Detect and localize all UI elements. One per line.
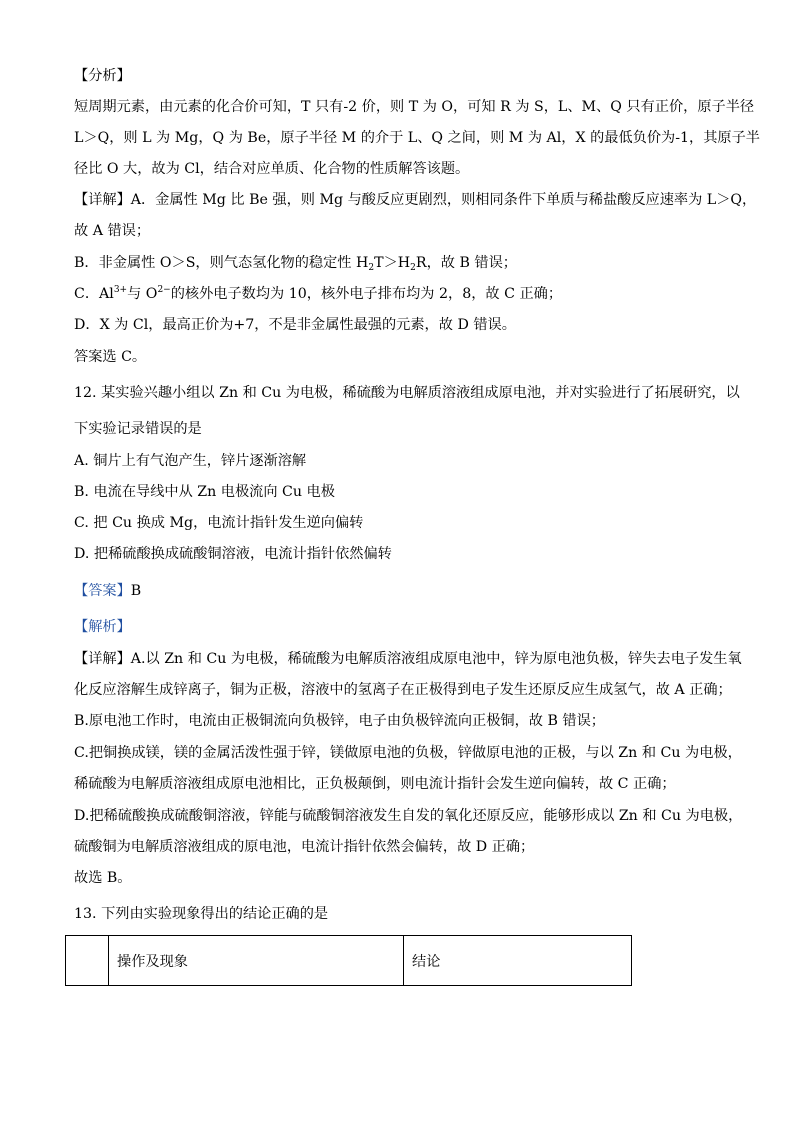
q12-detail-4: C.把铜换成镁，镁的金属活泼性强于锌，镁做原电池的负极，锌做原电池的正极，与以 Zn 和 Cu 为电极，: [74, 745, 742, 761]
analysis-line-1: 短周期元素，由元素的化合价可知，T 只有-2 价，则 T 为 O，可知 R 为 S，L、M、Q 只有正价，原子半径: [74, 99, 755, 115]
analysis-line-2: L＞Q，则 L 为 Mg，Q 为 Be，原子半径 M 的介于 L、Q 之间，则 M 为 Al，X 的最低负价为-1，其原子半: [74, 130, 760, 146]
analysis-heading: 【分析】: [74, 68, 131, 84]
q12-detail-7: 硫酸铜为电解质溶液组成的原电池，电流计指针依然会偏转，故 D 正确；: [74, 839, 535, 855]
table-header-conclusion: 结论: [404, 936, 632, 986]
option-a: A. 铜片上有气泡产生，锌片逐渐溶解: [74, 453, 307, 469]
detail-line-d: D．X 为 Cl，最高正价为+7，不是非金属性最强的元素，故 D 错误。: [74, 317, 516, 333]
q12-detail-2: 化反应溶解生成锌离子，铜为正极，溶液中的氢离子在正极得到电子发生还原反应生成氢气，故 A 正确；: [74, 682, 732, 698]
question-12-line-1: 12. 某实验兴趣小组以 Zn 和 Cu 为电极，稀硫酸为电解质溶液组成原电池，并对实验进行了拓展研究，以: [74, 385, 740, 401]
table-header-operation: 操作及现象: [109, 936, 404, 986]
q12-detail-1: 【详解】A.以 Zn 和 Cu 为电极，稀硫酸为电解质溶液组成原电池中，锌为原电池负极，锌失去电子发生氧: [74, 651, 742, 667]
option-b: B. 电流在导线中从 Zn 电极流向 Cu 电极: [74, 484, 335, 500]
table-cell-index: [66, 936, 109, 986]
q12-detail-3: B.原电池工作时，电流由正极铜流向负极锌，电子由负极锌流向正极铜，故 B 错误；: [74, 713, 605, 729]
answer-choice-1: 答案选 C。: [74, 349, 147, 365]
table-row: [66, 936, 632, 986]
answer-label: 【答案】: [74, 583, 131, 599]
q12-detail-6: D.把稀硫酸换成硫酸铜溶液，锌能与硫酸铜溶液发生自发的氧化还原反应，能够形成以 Zn 和 Cu 为电极，: [74, 808, 743, 824]
option-d: D. 把稀硫酸换成硫酸铜溶液，电流计指针依然偏转: [74, 546, 392, 562]
q12-detail-5: 稀硫酸为电解质溶液组成原电池相比，正负极颠倒，则电流计指针会发生逆向偏转，故 C 正确；: [74, 776, 676, 792]
detail-line-1: 【详解】A．金属性 Mg 比 Be 强，则 Mg 与酸反应更剧烈，则相同条件下单质与稀盐酸反应速率为 L＞Q，: [74, 192, 757, 208]
question-13: 13. 下列由实验现象得出的结论正确的是: [74, 906, 329, 922]
answer-line: [74, 581, 141, 601]
detail-line-b: B．非金属性 O＞S，则气态氢化物的稳定性 $H_2T>H_2R$，故 B 错误；: [74, 255, 517, 273]
detail-line-2: 故 A 错误；: [74, 223, 151, 239]
answer-value: B: [130, 583, 142, 599]
q12-conclusion: 故选 B。: [74, 870, 132, 886]
option-c: C. 把 Cu 换成 Mg，电流计指针发生逆向偏转: [74, 515, 364, 531]
q13-table: [65, 935, 632, 986]
explanation-heading: 【解析】: [74, 619, 131, 635]
analysis-line-3: 径比 O 大，故为 Cl，结合对应单质、化合物的性质解答该题。: [74, 161, 470, 177]
detail-line-c: C．$Al^{3+}$与 $O^{2-}$的核外电子数均为 10，核外电子排布均为 2，8，故 C 正确；: [74, 285, 563, 302]
question-12-line-2: 下实验记录错误的是: [74, 421, 202, 437]
